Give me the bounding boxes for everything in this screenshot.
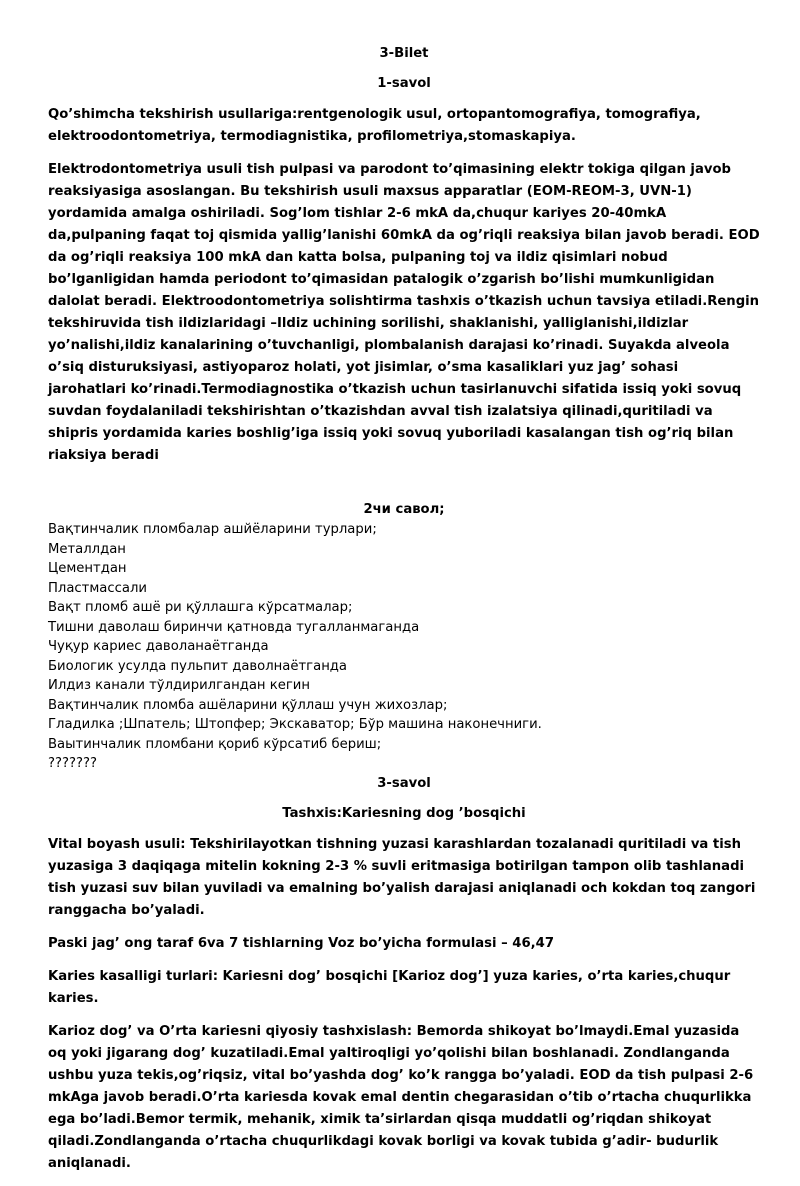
q2-line: Металлдан [48, 541, 126, 557]
q3-paragraph: Paski jag’ ong taraf 6va 7 tishlarning Voz bo’yicha formulasi – 46,47 [48, 935, 554, 951]
q2-line: Пластмассали [48, 580, 147, 596]
q2-line: Чуқур кариес даволанаётганда [48, 639, 269, 654]
q2-line: Илдиз канали тўлдирилгандан кегин [48, 678, 310, 693]
q2-line: Вақтинчалик пломба ашёларини қўллаш учун жихозлар; [48, 697, 448, 713]
q2-line: Ваытинчалик пломбани қориб кўрсатиб бериш; [48, 736, 382, 752]
q3-paragraph: Karioz dog’ va O’rta kariesni qiyosiy tashxislash: Bemorda shikoyat bo’lmaydi.Emal yuzasida oq yoki jigarang dog’ kuzatiladi.Emal yaltiroqligi yo’qolishi bilan boshlanadi. Zondlanganda ushbu yuza tekis,og’riqsiz, vital bo’yashda dog’ ko’k rangga bo’yaladi. EOD da tish pulpasi 2-6 mkAga javob beradi.O’rta kariesda kovak emal dentin chegarasidan o’tib o’rtacha chuqurlikka ega bo’ladi.Bemor termik, mehanik, ximik ta’sirlardan qisqa muddatli og’riqdan shikoyat qiladi.Zondlanganda o’rtacha chuqurlikdagi kovak borligi va kovak tubida g’adir- budurlik aniqlanadi. [48, 1023, 754, 1171]
q2-line: Биологик усулда пульпит даволнаётганда [48, 658, 348, 674]
q2-line: Вақт пломб ашё ри қўллашга кўрсатмалар; [48, 600, 353, 615]
q2-line: ??????? [48, 756, 97, 771]
diagnosis-heading: Tashxis:Kariesning dog ’bosqichi [282, 805, 526, 821]
q1-paragraph: Elektrodontometriya usuli tish pulpasi va parodont to’qimasining elektr tokiga qilgan javob reaksiyasiga asoslangan. Bu tekshirish usuli maxsus apparatlar (EOM-REOM-3, UVN-1) yordamida amalga oshiriladi. Sog’lom tishlar 2-6 mkA da,chuqur kariyes 20-40mkA da,pulpaning faqat toj qismida yallig’lanishi 60mkA da og’riqli reaksiya bilan javob beradi. EOD da og’riqli reaksiya 100 mkA dan katta bolsa, pulpaning toj va ildiz qisimlari nobud bo’lganligidan hamda periodont to’qimasidan patalogik o’zgarish bo’lishi mumkunligidan dalolat beradi. Elektroodontometriya solishtirma tashxis o’tkazish uchun tavsiya etiladi.Rengin tekshiruvida tish ildizlaridagi –Ildiz uchining sorilishi, shaklanishi, yalliglanishi,ildizlar yo’nalishi,ildiz kanalarining o’tuvchanligi, plombalanish darajasi ko’rinadi. Suyakda alveola o’siq disturuksiyasi, astiyoparoz holati, yot jisimlar, o’sma kasaliklari yuz jag’ sohasi jarohatlari ko’rinadi.Termodiagnostika o’tkazish uchun tasirlanuvchi sifatida issiq yoki sovuq suvdan foydalaniladi tekshirishtan o’tkazishdan avval tish izalatsiya qilinadi,quritiladi va shipris yordamida karies boshlig’iga issiq yoki sovuq yuboriladi kasalangan tish og’riq bilan riaksiya beradi [48, 162, 760, 463]
document-page [48, 44, 760, 1186]
q2-line: Тишни даволаш биринчи қатновда тугалланмаганда [48, 619, 420, 635]
q3-paragraph: Vital boyash usuli: Tekshirilayotkan tishning yuzasi karashlardan tozalanadi quritiladi va tish yuzasiga 3 daqiqaga mitelin kokning 2-3 % suvli eritmasiga botirilgan tampon olib tashlanadi tish yuzasi suv bilan yuviladi va emalning bo’yalish darajasi aniqlanadi och kokdan toq zangori ranggacha bo’yaladi. [48, 836, 756, 918]
q2-list [48, 520, 760, 774]
q1-paragraph: Qo’shimcha tekshirish usullariga:rentgenologik usul, ortopantomografiya, tomografiya, elektroodontometriya, termodiagnistika, profilometriya,stomaskapiya. [48, 107, 701, 144]
q2-line: Цементдан [48, 561, 127, 576]
q3-paragraph: Karies kasalligi turlari: Kariesni dog’ bosqichi [Karioz dog’] yuza karies, o’rta karies,chuqur karies. [48, 968, 731, 1006]
q2-line: Гладилка ;Шпатель; Штопфер; Экскаватор; Бўр машина наконечниги. [48, 717, 542, 732]
question-3-heading: 3-savol [377, 775, 431, 791]
ticket-title: 3-Bilet [379, 46, 429, 61]
question-1-heading: 1-savol [377, 76, 431, 91]
q2-line: Вақтинчалик пломбалар ашйёларини турлари; [48, 522, 377, 537]
question-2-heading: 2чи савол; [363, 502, 445, 517]
